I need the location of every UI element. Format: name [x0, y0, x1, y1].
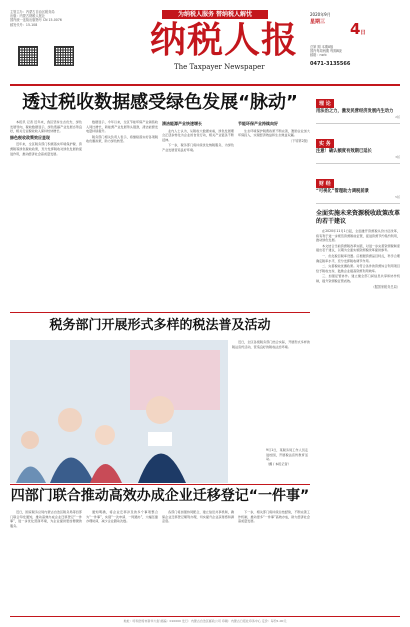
lead-article-column: 节能环保产业持续向好 生态环境保护税费政策不断完善，激励企业加大环保投入，实现经济效益和生态效益双赢。 （下转第2版） [238, 121, 310, 143]
index-item[interactable]: 用法治之力，激发民营经济发展内生动力 [316, 109, 394, 114]
section-divider [10, 312, 310, 313]
newspaper-subtitle: The Taxpayer Newspaper [174, 63, 265, 71]
publisher-line: 邮发代号：15-108 [10, 22, 38, 27]
issue-info-line: 国内每周两期 每期8版 [310, 49, 342, 54]
newspaper-title: 纳税人报 [150, 19, 299, 61]
section-label: 财 经 [316, 179, 334, 188]
issue-info-line: 总第 期 本期8版 [310, 45, 334, 49]
lead-article-column: 清洁能源产业快速增长 业内人士认为，从税收大数据来看，绿色发展理念正逐步转化为企业的自觉行动，相关产业链条不断延伸。 下一步，税务部门将持续优化纳税服务，为绿色产业发展营造良好环境。 [162, 121, 234, 152]
main-headline: 透过税收数据感受绿色发展“脉动” [22, 92, 298, 113]
article-subhead: 绿色税收政策效应显现 [10, 134, 50, 140]
publisher-info [10, 10, 90, 27]
index-section [316, 170, 400, 204]
news-photo [10, 340, 228, 483]
index-section [316, 130, 400, 164]
qr-code-icon [18, 46, 38, 66]
masthead-divider [10, 84, 400, 86]
third-headline: 四部门联合推动高效办成企业迁移登记“一件事” [10, 488, 310, 504]
publisher-line: 国内统一连续出版物号 CN 15-0076 [10, 18, 62, 23]
issue-weekday: 星期三 [310, 19, 326, 25]
photo-side-text: 近日，全区各级税务部门结合实际，开展形式多样的税法宣传活动，营造良好的税收法治环境。 [232, 340, 310, 349]
right-sidebar [316, 90, 400, 610]
issue-info [310, 12, 400, 67]
feature-article: 在2020年11月1日起，全面推开资源税从价计征改革，将有利于进一步规范资源税收征管，促进资源节约集约利用，推动绿色发展。 本文结合当前资源税改革实践，对进一步完善资源税制度提出若干建议，以期为全面实施资源税改革提供参考。 一、优化税目税率设置。应根据资源品目特点，科学合理确定税率水平，充分发挥税收调节作用。 二、完善税收优惠政策。对符合条件的资源综合利用项目给予税收支持，鼓励企业提高资源利用效率。 三、加强征管协作。建立健全部门间信息共享和协作机制，提升资源税征管质效。 （据国家税务总局） [316, 229, 400, 289]
page-footer: 地址：呼和浩特市新华大街 邮编：010000 发行：内蒙古自治区邮政公司 印刷：内蒙古日报社印务中心 定价：每份1.00元 [10, 616, 400, 623]
third-article-column: 下一步，相关部门将持续总结经验，不断完善工作机制，推动更多“一件事”高效办成，助力经济社会高质量发展。 [238, 510, 310, 524]
index-section [316, 90, 400, 124]
page-ref: 3版 [395, 155, 400, 159]
section-label: 实 务 [316, 139, 334, 148]
lead-article-column: 数据显示，今年以来，全区节能环保产业销售收入同比增长，新能源产业发展势头强劲，清洁能源发电量持续提升。 税务部门相关负责人表示，将继续落实好各项税收优惠政策，助力绿色转型。 [86, 120, 158, 144]
photo-caption: 9月1日，某税务局工作人员走进校园，开展税法宣传教育活动。 （摄 / 本报记者） [266, 448, 308, 466]
feature-title: 全面实施未来资源税收政策改革的若干建议 [316, 210, 401, 225]
article-subhead: 清洁能源产业快速增长 [162, 121, 202, 126]
third-article-column: 近日，国家税务总局内蒙古自治区税务局等四部门联合印发通知，推动高效办成企业迁移登记“一件事”，进一步优化营商环境，为企业提供更加便捷的服务。 [10, 510, 82, 528]
page-ref: 5版 [395, 195, 400, 199]
issue-date: 2020年9月 [310, 12, 331, 17]
page-ref: 2版 [395, 115, 400, 119]
continued-note: （下转第2版） [288, 138, 310, 143]
third-article-column: 通知明确，将企业迁移涉及的多个事项整合为“一件事”，实现“一次申请、一网通办”，大幅压缩办理时间，减少企业跑动次数。 [86, 510, 158, 524]
masthead-slogan: 为纳税人服务 替纳税人解忧 [162, 10, 268, 19]
feature-note: （据国家税务总局） [371, 284, 400, 289]
lead-article-column: 本报讯 记者 近年来，我区坚持生态优先、绿色发展导向，税收数据显示，绿色低碳产业发展态势良好，相关行业税收收入保持较快增长。 绿色税收政策效应显现 近年来，全区税务部门积极落实环境保护税、资源税等绿色税收政策，充分发挥税收对绿色发展的促进作用，推动经济社会高质量发展。 [10, 120, 82, 156]
qr-code-icon [54, 46, 74, 66]
section-label: 理 论 [316, 99, 334, 108]
photo-illustration [10, 340, 228, 483]
publisher-line: 主管主办：内蒙古自治区税务局 [10, 10, 55, 14]
issue-info-line: 邮箱：nsrb [310, 53, 327, 58]
index-item[interactable]: “可视化”管理助力调税前景 [316, 189, 369, 194]
index-item[interactable]: 注意！确认额度有效期已延长 [316, 149, 372, 154]
article-subhead: 节能环保产业持续向好 [238, 121, 278, 126]
masthead [0, 0, 410, 82]
second-headline: 税务部门开展形式多样的税法普及活动 [49, 318, 271, 333]
publisher-line: 出版：内蒙古纳税人报社 [10, 14, 46, 19]
third-article-column: 各部门将加强协同配合，建立信息共享机制，确保企业迁移登记顺利办理，切实提升企业获得感和满意度。 [162, 510, 234, 524]
issue-day: 4日 [350, 20, 366, 38]
hotline-number: 0471-3135566 [310, 60, 351, 67]
